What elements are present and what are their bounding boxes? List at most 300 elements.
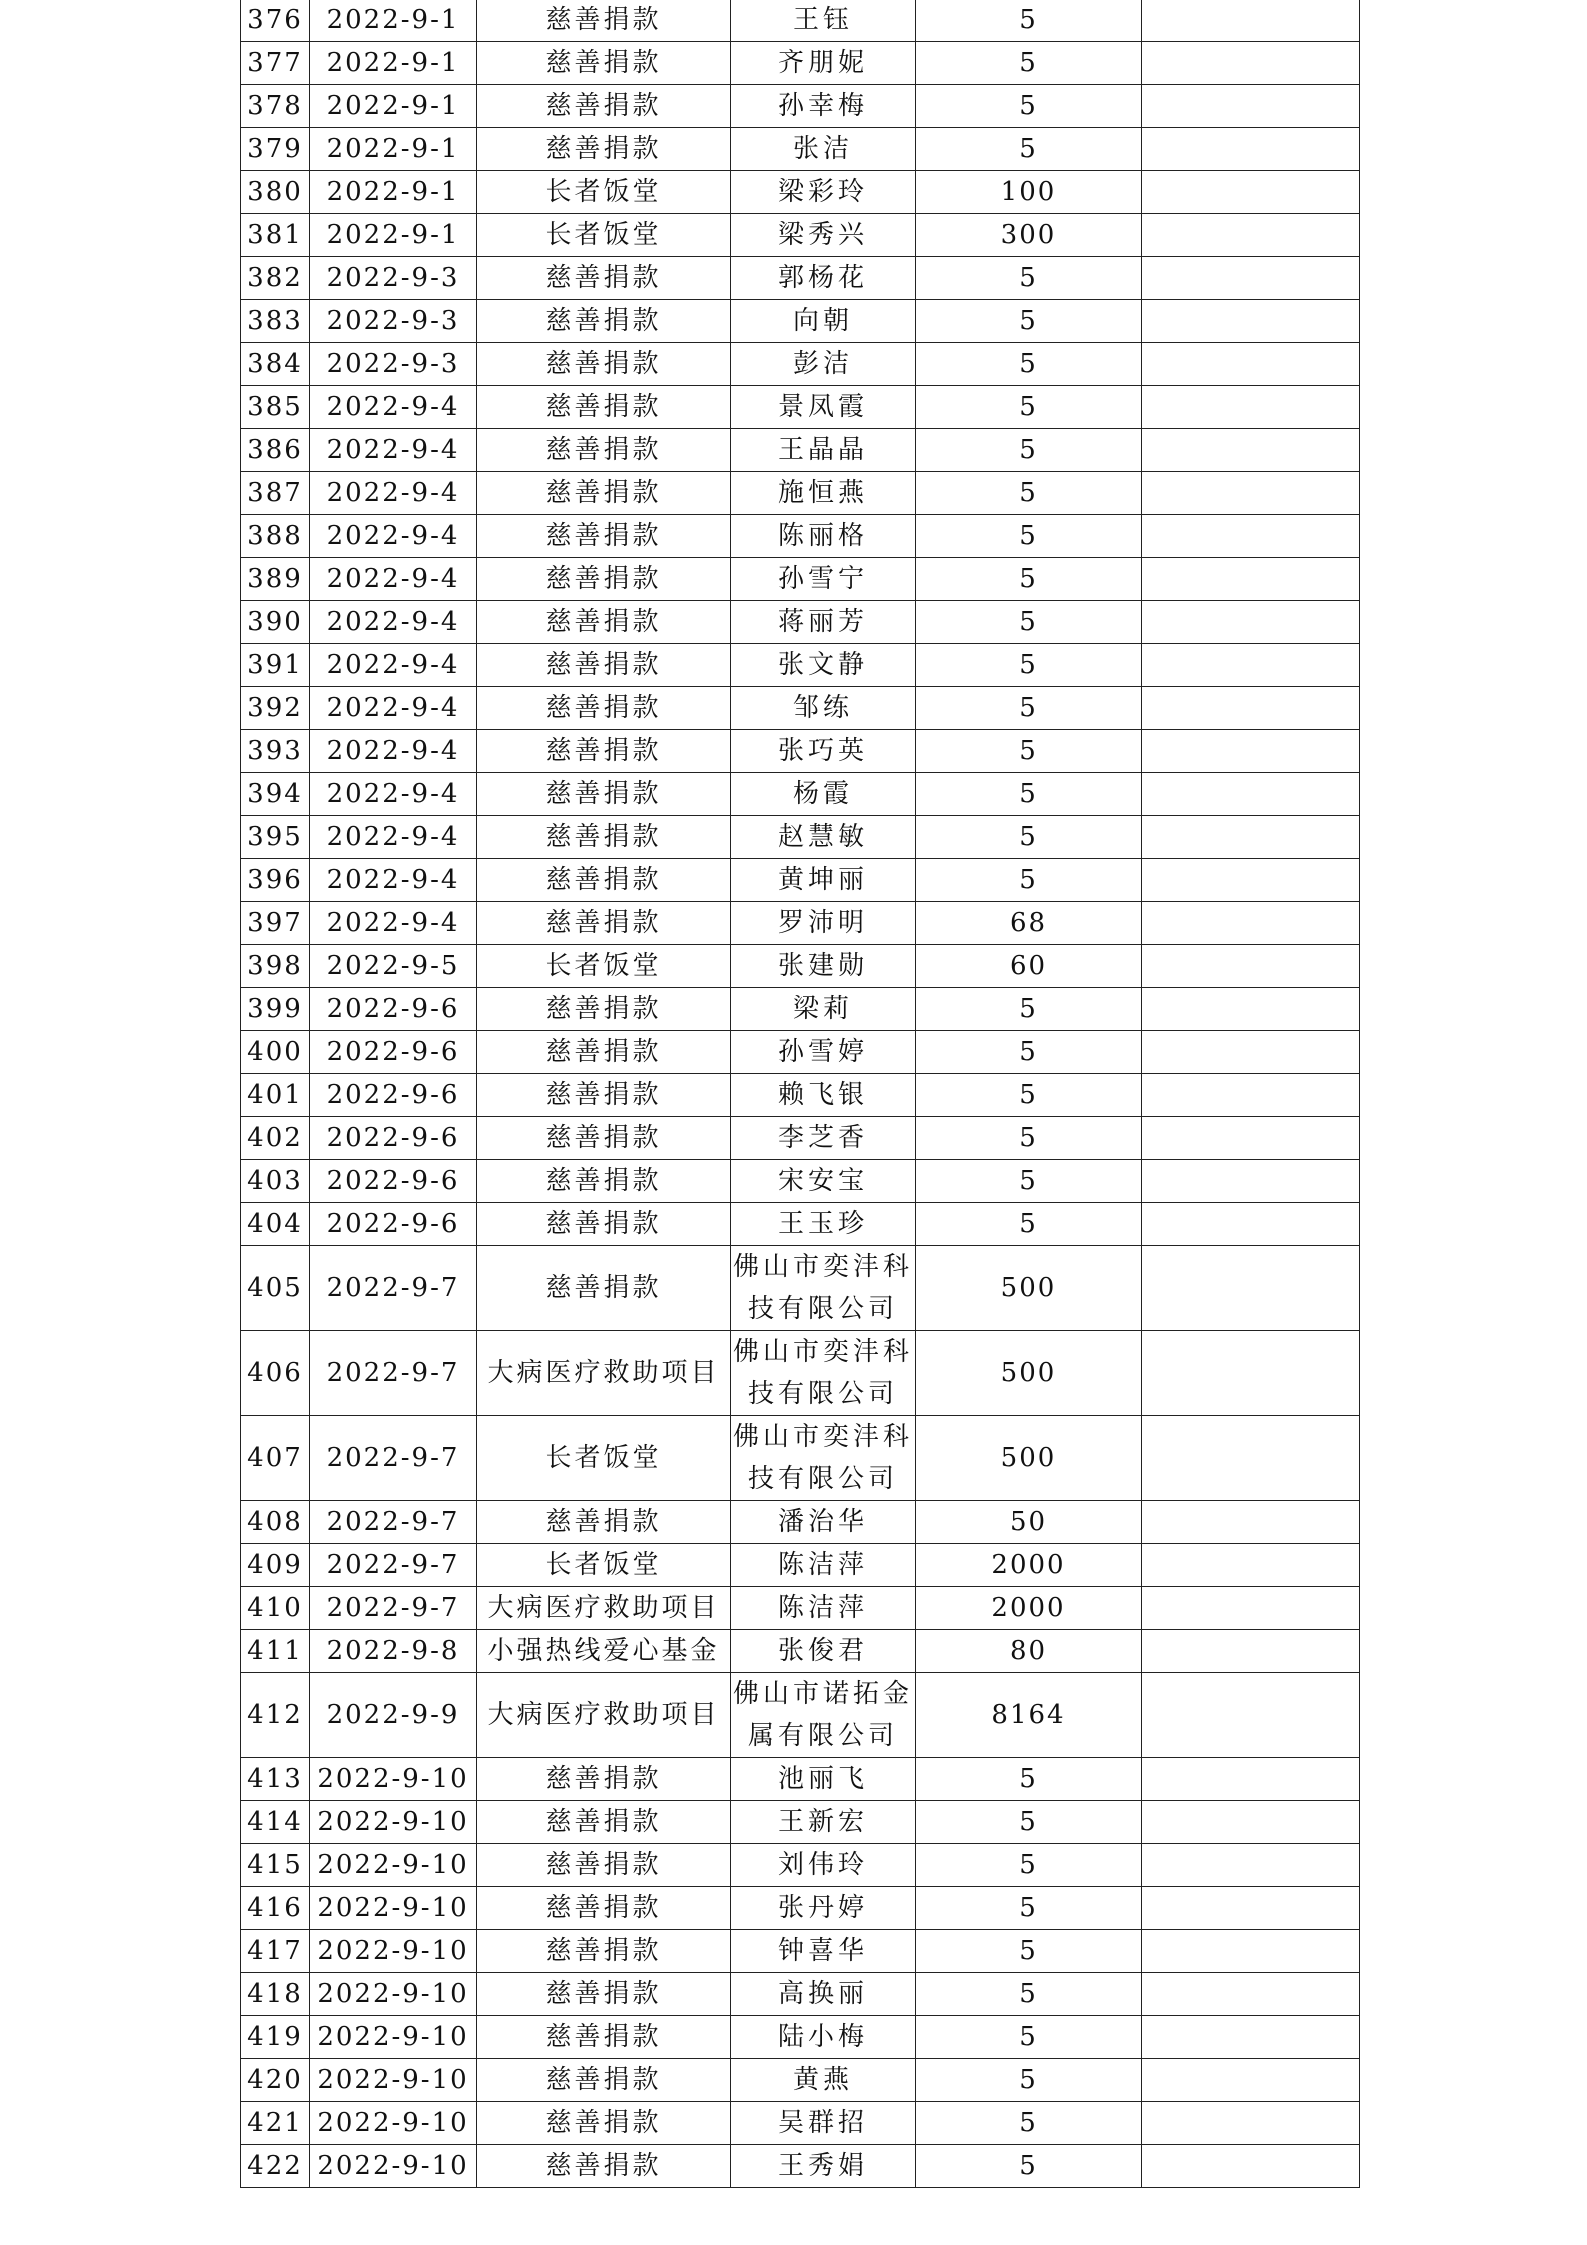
amount-cell: 50 (916, 1501, 1142, 1544)
serial-number-cell: 394 (241, 773, 310, 816)
amount-cell: 5 (916, 0, 1142, 42)
date-cell: 2022-9-3 (310, 257, 477, 300)
donor-cell (731, 1246, 916, 1331)
date-cell: 2022-9-6 (310, 1117, 477, 1160)
table-row (241, 902, 1360, 945)
donor-name-line: 佛山市奕沣科 (733, 1252, 914, 1282)
serial-number-cell: 398 (241, 945, 310, 988)
remark-cell (1142, 730, 1360, 773)
donor-name-line: 技有限公司 (747, 1464, 898, 1494)
remark-cell (1142, 214, 1360, 257)
serial-number-cell: 402 (241, 1117, 310, 1160)
remark-cell (1142, 945, 1360, 988)
table-row (241, 1331, 1360, 1416)
amount-cell: 8164 (916, 1673, 1142, 1758)
project-cell: 慈善捐款 (477, 1844, 731, 1887)
date-cell: 2022-9-7 (310, 1544, 477, 1587)
amount-cell: 5 (916, 1844, 1142, 1887)
serial-number-cell: 381 (241, 214, 310, 257)
date-cell: 2022-9-1 (310, 0, 477, 42)
amount-cell: 60 (916, 945, 1142, 988)
date-cell: 2022-9-7 (310, 1587, 477, 1630)
table-row (241, 85, 1360, 128)
remark-cell (1142, 601, 1360, 644)
remark-cell (1142, 1587, 1360, 1630)
donor-name-line: 佛山市奕沣科 (733, 1337, 914, 1367)
date-cell: 2022-9-10 (310, 2145, 477, 2188)
project-cell: 慈善捐款 (477, 42, 731, 85)
date-cell: 2022-9-6 (310, 1031, 477, 1074)
project-cell: 慈善捐款 (477, 773, 731, 816)
donor-cell: 梁莉 (731, 988, 916, 1031)
remark-cell (1142, 1844, 1360, 1887)
project-cell: 慈善捐款 (477, 300, 731, 343)
date-cell: 2022-9-8 (310, 1630, 477, 1673)
project-cell: 慈善捐款 (477, 644, 731, 687)
table-row (241, 386, 1360, 429)
remark-cell (1142, 257, 1360, 300)
donor-cell: 吴群招 (731, 2102, 916, 2145)
remark-cell (1142, 1801, 1360, 1844)
date-cell: 2022-9-4 (310, 730, 477, 773)
table-row (241, 1801, 1360, 1844)
donor-cell: 陈洁萍 (731, 1587, 916, 1630)
date-cell: 2022-9-1 (310, 85, 477, 128)
donor-cell: 刘伟玲 (731, 1844, 916, 1887)
donor-cell (731, 1331, 916, 1416)
table-row (241, 343, 1360, 386)
donor-cell: 王新宏 (731, 1801, 916, 1844)
date-cell: 2022-9-4 (310, 816, 477, 859)
project-cell: 慈善捐款 (477, 730, 731, 773)
donor-cell: 孙雪婷 (731, 1031, 916, 1074)
project-cell: 慈善捐款 (477, 687, 731, 730)
amount-cell: 5 (916, 558, 1142, 601)
remark-cell (1142, 386, 1360, 429)
table-row (241, 1930, 1360, 1973)
amount-cell: 500 (916, 1416, 1142, 1501)
donor-cell: 王玉珍 (731, 1203, 916, 1246)
donor-cell: 张巧英 (731, 730, 916, 773)
remark-cell (1142, 1031, 1360, 1074)
donor-cell: 黄燕 (731, 2059, 916, 2102)
table-row (241, 2145, 1360, 2188)
serial-number-cell: 421 (241, 2102, 310, 2145)
amount-cell: 5 (916, 601, 1142, 644)
serial-number-cell: 379 (241, 128, 310, 171)
table-row (241, 1630, 1360, 1673)
remark-cell (1142, 429, 1360, 472)
serial-number-cell: 383 (241, 300, 310, 343)
remark-cell (1142, 1331, 1360, 1416)
serial-number-cell: 412 (241, 1673, 310, 1758)
project-cell: 长者饭堂 (477, 945, 731, 988)
donor-cell: 王钰 (731, 0, 916, 42)
remark-cell (1142, 1246, 1360, 1331)
project-cell: 慈善捐款 (477, 1031, 731, 1074)
donor-cell: 施恒燕 (731, 472, 916, 515)
amount-cell: 5 (916, 1887, 1142, 1930)
project-cell: 慈善捐款 (477, 1930, 731, 1973)
table-row (241, 429, 1360, 472)
project-cell: 大病医疗救助项目 (477, 1331, 731, 1416)
project-cell: 慈善捐款 (477, 2016, 731, 2059)
project-cell: 慈善捐款 (477, 816, 731, 859)
donor-cell: 潘治华 (731, 1501, 916, 1544)
donor-cell: 陆小梅 (731, 2016, 916, 2059)
amount-cell: 5 (916, 42, 1142, 85)
remark-cell (1142, 1203, 1360, 1246)
serial-number-cell: 384 (241, 343, 310, 386)
project-cell: 慈善捐款 (477, 988, 731, 1031)
project-cell: 长者饭堂 (477, 1416, 731, 1501)
donor-name-line: 属有限公司 (747, 1721, 898, 1751)
amount-cell: 5 (916, 1074, 1142, 1117)
table-row (241, 2102, 1360, 2145)
table-row (241, 687, 1360, 730)
donor-cell: 齐朋妮 (731, 42, 916, 85)
donor-cell: 邹练 (731, 687, 916, 730)
donor-cell: 彭洁 (731, 343, 916, 386)
date-cell: 2022-9-1 (310, 214, 477, 257)
remark-cell (1142, 1117, 1360, 1160)
serial-number-cell: 411 (241, 1630, 310, 1673)
date-cell: 2022-9-1 (310, 42, 477, 85)
date-cell: 2022-9-4 (310, 558, 477, 601)
serial-number-cell: 396 (241, 859, 310, 902)
date-cell: 2022-9-4 (310, 386, 477, 429)
serial-number-cell: 390 (241, 601, 310, 644)
serial-number-cell: 407 (241, 1416, 310, 1501)
project-cell: 慈善捐款 (477, 1203, 731, 1246)
donor-cell: 张文静 (731, 644, 916, 687)
remark-cell (1142, 171, 1360, 214)
table-row (241, 1416, 1360, 1501)
serial-number-cell: 405 (241, 1246, 310, 1331)
table-row (241, 558, 1360, 601)
project-cell: 大病医疗救助项目 (477, 1673, 731, 1758)
donor-cell: 高换丽 (731, 1973, 916, 2016)
serial-number-cell: 403 (241, 1160, 310, 1203)
project-cell: 慈善捐款 (477, 1973, 731, 2016)
remark-cell (1142, 558, 1360, 601)
table-row (241, 1074, 1360, 1117)
serial-number-cell: 419 (241, 2016, 310, 2059)
amount-cell: 5 (916, 816, 1142, 859)
donor-cell: 钟喜华 (731, 1930, 916, 1973)
project-cell: 慈善捐款 (477, 128, 731, 171)
date-cell: 2022-9-10 (310, 1801, 477, 1844)
amount-cell: 5 (916, 988, 1142, 1031)
date-cell: 2022-9-10 (310, 2059, 477, 2102)
remark-cell (1142, 988, 1360, 1031)
donor-cell: 向朝 (731, 300, 916, 343)
amount-cell: 5 (916, 343, 1142, 386)
date-cell: 2022-9-4 (310, 859, 477, 902)
table-row (241, 1246, 1360, 1331)
project-cell: 慈善捐款 (477, 257, 731, 300)
donor-cell: 罗沛明 (731, 902, 916, 945)
serial-number-cell: 404 (241, 1203, 310, 1246)
amount-cell: 2000 (916, 1544, 1142, 1587)
remark-cell (1142, 0, 1360, 42)
serial-number-cell: 414 (241, 1801, 310, 1844)
serial-number-cell: 382 (241, 257, 310, 300)
amount-cell: 5 (916, 1930, 1142, 1973)
amount-cell: 5 (916, 85, 1142, 128)
date-cell: 2022-9-4 (310, 601, 477, 644)
remark-cell (1142, 1501, 1360, 1544)
date-cell: 2022-9-4 (310, 472, 477, 515)
donor-name-line: 技有限公司 (747, 1294, 898, 1324)
donation-table-body (241, 0, 1360, 2188)
project-cell: 慈善捐款 (477, 902, 731, 945)
project-cell: 慈善捐款 (477, 0, 731, 42)
amount-cell: 5 (916, 300, 1142, 343)
remark-cell (1142, 1758, 1360, 1801)
table-row (241, 988, 1360, 1031)
donor-cell: 张俊君 (731, 1630, 916, 1673)
remark-cell (1142, 644, 1360, 687)
table-row (241, 0, 1360, 42)
amount-cell: 5 (916, 1758, 1142, 1801)
amount-cell: 5 (916, 128, 1142, 171)
serial-number-cell: 415 (241, 1844, 310, 1887)
amount-cell: 500 (916, 1331, 1142, 1416)
table-row (241, 2016, 1360, 2059)
remark-cell (1142, 1074, 1360, 1117)
serial-number-cell: 406 (241, 1331, 310, 1416)
serial-number-cell: 408 (241, 1501, 310, 1544)
amount-cell: 5 (916, 1117, 1142, 1160)
date-cell: 2022-9-5 (310, 945, 477, 988)
remark-cell (1142, 1544, 1360, 1587)
amount-cell: 5 (916, 257, 1142, 300)
donor-cell: 陈洁萍 (731, 1544, 916, 1587)
date-cell: 2022-9-6 (310, 1074, 477, 1117)
table-row (241, 1203, 1360, 1246)
table-row (241, 730, 1360, 773)
serial-number-cell: 397 (241, 902, 310, 945)
table-row (241, 515, 1360, 558)
amount-cell: 80 (916, 1630, 1142, 1673)
donor-cell: 梁彩玲 (731, 171, 916, 214)
donor-cell: 孙幸梅 (731, 85, 916, 128)
donor-cell: 王晶晶 (731, 429, 916, 472)
donor-cell: 宋安宝 (731, 1160, 916, 1203)
remark-cell (1142, 128, 1360, 171)
donor-cell: 张丹婷 (731, 1887, 916, 1930)
date-cell: 2022-9-4 (310, 687, 477, 730)
table-row (241, 1117, 1360, 1160)
amount-cell: 100 (916, 171, 1142, 214)
date-cell: 2022-9-6 (310, 1203, 477, 1246)
donor-cell: 赖飞银 (731, 1074, 916, 1117)
table-row (241, 171, 1360, 214)
project-cell: 慈善捐款 (477, 429, 731, 472)
table-row (241, 1973, 1360, 2016)
date-cell: 2022-9-6 (310, 988, 477, 1031)
serial-number-cell: 378 (241, 85, 310, 128)
donor-cell (731, 1416, 916, 1501)
date-cell: 2022-9-10 (310, 1844, 477, 1887)
serial-number-cell: 417 (241, 1930, 310, 1973)
remark-cell (1142, 2059, 1360, 2102)
remark-cell (1142, 1630, 1360, 1673)
amount-cell: 5 (916, 472, 1142, 515)
serial-number-cell: 401 (241, 1074, 310, 1117)
donor-name-line: 技有限公司 (747, 1379, 898, 1409)
serial-number-cell: 413 (241, 1758, 310, 1801)
project-cell: 长者饭堂 (477, 214, 731, 257)
project-cell: 慈善捐款 (477, 1246, 731, 1331)
amount-cell: 5 (916, 644, 1142, 687)
table-row (241, 1887, 1360, 1930)
serial-number-cell: 409 (241, 1544, 310, 1587)
table-row (241, 1673, 1360, 1758)
serial-number-cell: 385 (241, 386, 310, 429)
table-row (241, 773, 1360, 816)
donor-cell: 张洁 (731, 128, 916, 171)
amount-cell: 5 (916, 515, 1142, 558)
project-cell: 慈善捐款 (477, 2102, 731, 2145)
date-cell: 2022-9-3 (310, 300, 477, 343)
remark-cell (1142, 1673, 1360, 1758)
table-row (241, 945, 1360, 988)
amount-cell: 5 (916, 1973, 1142, 2016)
table-row (241, 472, 1360, 515)
project-cell: 慈善捐款 (477, 1501, 731, 1544)
date-cell: 2022-9-10 (310, 2102, 477, 2145)
project-cell: 慈善捐款 (477, 1801, 731, 1844)
project-cell: 长者饭堂 (477, 1544, 731, 1587)
date-cell: 2022-9-10 (310, 1887, 477, 1930)
remark-cell (1142, 1887, 1360, 1930)
donor-cell: 黄坤丽 (731, 859, 916, 902)
remark-cell (1142, 816, 1360, 859)
project-cell: 大病医疗救助项目 (477, 1587, 731, 1630)
table-row (241, 1844, 1360, 1887)
table-row (241, 214, 1360, 257)
remark-cell (1142, 2016, 1360, 2059)
donor-cell: 孙雪宁 (731, 558, 916, 601)
serial-number-cell: 377 (241, 42, 310, 85)
date-cell: 2022-9-7 (310, 1331, 477, 1416)
table-row (241, 1587, 1360, 1630)
donor-cell: 景凤霞 (731, 386, 916, 429)
amount-cell: 5 (916, 2059, 1142, 2102)
amount-cell: 5 (916, 1801, 1142, 1844)
date-cell: 2022-9-6 (310, 1160, 477, 1203)
project-cell: 长者饭堂 (477, 171, 731, 214)
project-cell: 慈善捐款 (477, 1160, 731, 1203)
amount-cell: 5 (916, 1160, 1142, 1203)
amount-cell: 2000 (916, 1587, 1142, 1630)
serial-number-cell: 386 (241, 429, 310, 472)
amount-cell: 5 (916, 859, 1142, 902)
remark-cell (1142, 902, 1360, 945)
amount-cell: 5 (916, 429, 1142, 472)
amount-cell: 300 (916, 214, 1142, 257)
donor-cell: 张建勋 (731, 945, 916, 988)
remark-cell (1142, 1930, 1360, 1973)
serial-number-cell: 422 (241, 2145, 310, 2188)
serial-number-cell: 400 (241, 1031, 310, 1074)
donor-cell: 蒋丽芳 (731, 601, 916, 644)
table-row (241, 257, 1360, 300)
remark-cell (1142, 1416, 1360, 1501)
donor-cell: 赵慧敏 (731, 816, 916, 859)
serial-number-cell: 391 (241, 644, 310, 687)
project-cell: 慈善捐款 (477, 1887, 731, 1930)
date-cell: 2022-9-1 (310, 171, 477, 214)
remark-cell (1142, 85, 1360, 128)
date-cell: 2022-9-9 (310, 1673, 477, 1758)
table-row (241, 601, 1360, 644)
table-row (241, 816, 1360, 859)
project-cell: 慈善捐款 (477, 85, 731, 128)
donation-table (240, 0, 1360, 2188)
serial-number-cell: 389 (241, 558, 310, 601)
date-cell: 2022-9-4 (310, 773, 477, 816)
remark-cell (1142, 773, 1360, 816)
table-row (241, 1758, 1360, 1801)
project-cell: 慈善捐款 (477, 1117, 731, 1160)
donor-name-line: 佛山市诺拓金 (733, 1679, 914, 1709)
amount-cell: 5 (916, 730, 1142, 773)
serial-number-cell: 395 (241, 816, 310, 859)
donor-cell (731, 1673, 916, 1758)
date-cell: 2022-9-4 (310, 644, 477, 687)
remark-cell (1142, 515, 1360, 558)
project-cell: 慈善捐款 (477, 343, 731, 386)
project-cell: 慈善捐款 (477, 515, 731, 558)
serial-number-cell: 388 (241, 515, 310, 558)
donor-cell: 王秀娟 (731, 2145, 916, 2188)
amount-cell: 5 (916, 1203, 1142, 1246)
remark-cell (1142, 687, 1360, 730)
project-cell: 慈善捐款 (477, 601, 731, 644)
serial-number-cell: 393 (241, 730, 310, 773)
project-cell: 慈善捐款 (477, 472, 731, 515)
project-cell: 慈善捐款 (477, 859, 731, 902)
remark-cell (1142, 2102, 1360, 2145)
serial-number-cell: 420 (241, 2059, 310, 2102)
amount-cell: 5 (916, 773, 1142, 816)
date-cell: 2022-9-4 (310, 515, 477, 558)
table-row (241, 300, 1360, 343)
remark-cell (1142, 859, 1360, 902)
table-row (241, 1544, 1360, 1587)
amount-cell: 5 (916, 1031, 1142, 1074)
table-row (241, 42, 1360, 85)
serial-number-cell: 380 (241, 171, 310, 214)
date-cell: 2022-9-10 (310, 1973, 477, 2016)
serial-number-cell: 387 (241, 472, 310, 515)
date-cell: 2022-9-4 (310, 429, 477, 472)
remark-cell (1142, 1973, 1360, 2016)
date-cell: 2022-9-1 (310, 128, 477, 171)
serial-number-cell: 410 (241, 1587, 310, 1630)
table-row (241, 859, 1360, 902)
serial-number-cell: 392 (241, 687, 310, 730)
amount-cell: 500 (916, 1246, 1142, 1331)
table-row (241, 128, 1360, 171)
remark-cell (1142, 1160, 1360, 1203)
remark-cell (1142, 343, 1360, 386)
table-row (241, 644, 1360, 687)
project-cell: 慈善捐款 (477, 558, 731, 601)
